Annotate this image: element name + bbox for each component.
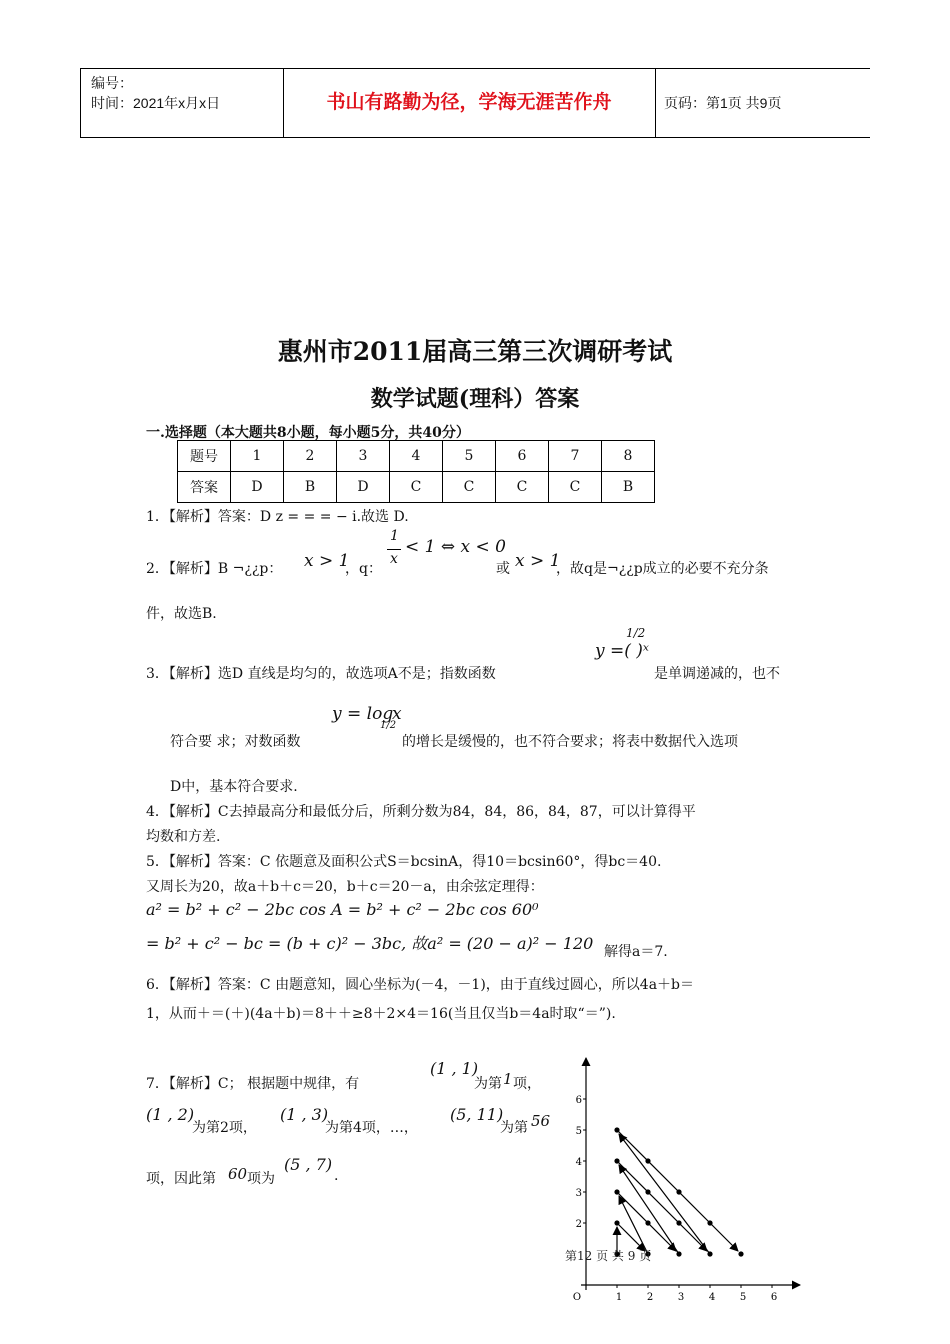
solution-7-number-1: 1 xyxy=(503,1070,513,1088)
solution-4-line2: 均数和方差. xyxy=(146,829,221,845)
x-tick-label: 3 xyxy=(677,1292,685,1303)
solution-3-func1: y =( )ˣ xyxy=(595,641,649,661)
solution-5-line2: 又周长为20，故a＋b＋c＝20，b＋c＝20－a，由余弦定理得： xyxy=(146,879,544,895)
table-cell: 4 xyxy=(390,441,443,472)
lattice-point xyxy=(645,1158,650,1163)
solution-2-head: 2．【解析】B ¬¿¿p： xyxy=(146,561,283,577)
y-tick-label: 6 xyxy=(575,1095,582,1106)
solution-3-line3: D中，基本符合要求. xyxy=(170,779,298,795)
solution-7-text: 为第 xyxy=(474,1076,502,1092)
solution-7-point-3: (1 , 3) xyxy=(280,1105,329,1124)
table-cell: 3 xyxy=(337,441,390,472)
solution-4-line1: 4．【解析】C去掉最高分和最低分后，所剩分数为84，84，86，84，87，可以计算得平 xyxy=(146,804,696,820)
table-cell: D xyxy=(337,472,390,503)
solution-3-tail: 是单调递减的，也不 xyxy=(654,666,780,682)
table-cell: C xyxy=(390,472,443,503)
lattice-point xyxy=(676,1251,681,1256)
y-tick-label: 5 xyxy=(575,1126,582,1137)
answer-table xyxy=(177,440,655,503)
lattice-point xyxy=(676,1189,681,1194)
solution-7-text: 项为 xyxy=(247,1171,275,1187)
origin-label: O xyxy=(572,1292,582,1303)
lattice-point xyxy=(614,1158,619,1163)
solution-7-number-2: 56 xyxy=(531,1112,551,1130)
table-cell: 8 xyxy=(602,441,655,472)
x-tick-label: 6 xyxy=(770,1292,778,1303)
solution-7-text: 为第2项， xyxy=(192,1120,257,1136)
solution-7-point-2: (1 , 2) xyxy=(146,1105,195,1124)
return-arrow xyxy=(619,1134,710,1254)
solution-2-math-x1: x > 1 xyxy=(304,551,350,571)
solution-3-func2-sub: 1/2 xyxy=(380,720,397,731)
lattice-point xyxy=(614,1220,619,1225)
solution-7-text: 为第 xyxy=(500,1120,528,1136)
solution-5-equation-2: = b² + c² − bc = (b + c)² − 3bc, 故a² = (20 − a)² − 120 xyxy=(146,934,594,953)
lattice-point xyxy=(676,1220,681,1225)
lattice-point xyxy=(614,1127,619,1132)
solution-7-head: 7．【解析】C； 根据题中规律，有 xyxy=(146,1076,360,1092)
table-cell: 6 xyxy=(496,441,549,472)
fraction-bar xyxy=(387,549,401,550)
return-paths xyxy=(617,1134,710,1254)
lattice-point xyxy=(645,1220,650,1225)
solution-2-ineq: < 1 ⇔ x < 0 xyxy=(405,537,506,557)
table-cell: C xyxy=(549,472,602,503)
solution-7-point-1: (1 , 1) xyxy=(430,1059,479,1078)
solution-7-text: 项， xyxy=(513,1076,541,1092)
table-cell: 5 xyxy=(443,441,496,472)
page-footer-overlay: 第12 页 共 9 页 xyxy=(565,1249,652,1263)
solution-7-point-5: (5 , 7) xyxy=(284,1155,333,1174)
table-cell: D xyxy=(231,472,284,503)
x-tick-label: 2 xyxy=(646,1292,654,1303)
table-header-cell: 答案 xyxy=(178,472,231,503)
solution-2-frac-den: x xyxy=(390,551,398,567)
table-row xyxy=(178,441,655,472)
lattice-point xyxy=(614,1189,619,1194)
time-label: 时间：2021年x月x日 xyxy=(91,95,221,111)
solution-7-text: 为第4项，…， xyxy=(325,1120,418,1136)
y-tick-label: 2 xyxy=(575,1219,582,1230)
solution-7-number-3: 60 xyxy=(228,1165,248,1183)
table-cell: C xyxy=(443,472,496,503)
number-label: 编号： xyxy=(91,75,133,91)
lattice-point xyxy=(645,1189,650,1194)
page-number-label: 页码：第1页 共9页 xyxy=(664,95,782,111)
header-meta-cell xyxy=(80,69,284,137)
solution-7-point-4: (5, 11) xyxy=(450,1105,504,1124)
solution-3-line2-left: 符合要 求；对数函数 xyxy=(170,734,301,750)
lattice-diagram xyxy=(555,1050,815,1310)
return-arrow xyxy=(619,1196,648,1254)
y-tick-label: 3 xyxy=(575,1188,582,1199)
table-row xyxy=(178,472,655,503)
table-cell: B xyxy=(284,472,337,503)
return-arrow xyxy=(619,1165,679,1254)
solution-3-head: 3．【解析】选D 直线是均匀的，故选项A不是；指数函数 xyxy=(146,666,496,682)
solution-3-func2-var: x xyxy=(392,704,402,724)
solution-2-math-x2: x > 1 xyxy=(515,551,561,571)
table-cell: 7 xyxy=(549,441,602,472)
page-header xyxy=(80,68,870,138)
x-tick-labels xyxy=(616,1292,777,1303)
solution-3-line2-right: 的增长是缓慢的，也不符合要求；将表中数据代入选项 xyxy=(402,734,738,750)
solution-5-result: 解得a＝7. xyxy=(604,944,668,960)
section-title: 一.选择题（本大题共8小题，每小题5分，共40分） xyxy=(146,425,470,441)
table-header-cell: 题号 xyxy=(178,441,231,472)
document-subtitle: 数学试题(理科）答案 xyxy=(370,386,580,412)
solution-2-frac-num: 1 xyxy=(390,528,399,544)
solution-2-tail: ，故q是¬¿¿p成立的必要不充分条 xyxy=(556,561,769,577)
solution-2-end: 件，故选B. xyxy=(146,606,217,622)
solution-2-or: 或 xyxy=(496,561,510,577)
solution-7-text: 项，因此第 xyxy=(146,1171,216,1187)
x-tick-label: 5 xyxy=(739,1292,747,1303)
solution-5-line1: 5．【解析】答案：C 依题意及面积公式S＝bcsinA，得10＝bcsin60°，得bc＝40. xyxy=(146,854,662,870)
document-title: 惠州市2011届高三第三次调研考试 xyxy=(277,337,673,366)
solution-5-equation-1: a² = b² + c² − 2bc cos A = b² + c² − 2bc cos 60⁰ xyxy=(146,900,539,919)
x-tick-label: 4 xyxy=(708,1292,716,1303)
lattice-point xyxy=(738,1251,743,1256)
table-cell: C xyxy=(496,472,549,503)
table-cell: 2 xyxy=(284,441,337,472)
solution-6-line1: 6．【解析】答案：C 由题意知，圆心坐标为(－4，－1)，由于直线过圆心，所以4a＋b＝ xyxy=(146,977,695,993)
solution-3-func2: y = log xyxy=(332,704,394,724)
solution-2-q: ，q： xyxy=(345,561,382,577)
table-cell: B xyxy=(602,472,655,503)
lattice-point xyxy=(707,1220,712,1225)
header-motto: 书山有路勤为径，学海无涯苦作舟 xyxy=(283,69,656,137)
diagonal-arrow xyxy=(617,1223,645,1251)
x-tick-label: 1 xyxy=(615,1292,623,1303)
lattice-point xyxy=(707,1251,712,1256)
solution-7-text: . xyxy=(334,1168,339,1184)
table-cell: 1 xyxy=(231,441,284,472)
y-tick-labels xyxy=(576,1095,582,1230)
y-tick-label: 4 xyxy=(575,1157,582,1168)
solution-3-func1-frac: 1/2 xyxy=(626,626,646,640)
solution-6-line2: 1，从而＋＝(＋)(4a＋b)＝8＋＋≥8＋2×4＝16(当且仅当b＝4a时取“＝”). xyxy=(146,1006,616,1022)
solution-1: 1．【解析】答案：D z = = = − i.故选 D. xyxy=(146,509,409,525)
